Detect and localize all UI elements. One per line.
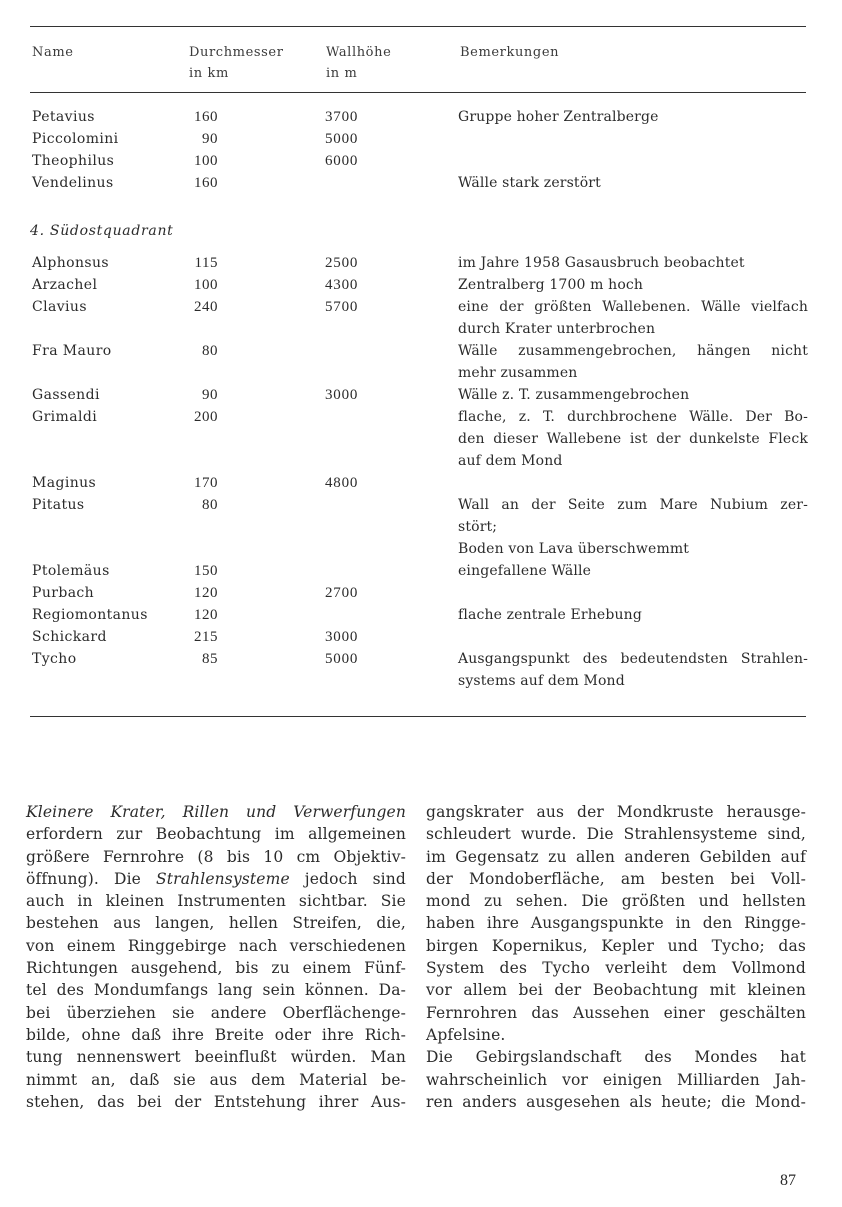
text-line	[26, 1002, 406, 1024]
crater-name: Clavius	[32, 299, 87, 315]
text-segment: bilde, ohne daß ihre Breite oder ihre Rich-	[26, 1025, 406, 1044]
text-segment: stehen, das bei der Entstehung ihrer Aus-	[26, 1092, 406, 1111]
crater-remarks	[458, 406, 808, 472]
crater-wall-height: 3000	[325, 629, 359, 645]
header-diameter-line1: Durchmesser	[189, 45, 284, 60]
remark-line: eingefallene Wälle	[458, 563, 592, 579]
crater-name: Grimaldi	[32, 409, 98, 425]
header-diameter-line2: in km	[189, 66, 229, 81]
text-segment: Fernrohren das Aussehen einer geschälten	[426, 1003, 806, 1022]
remark-line: Wall an der Seite zum Mare Nubium zer-	[458, 497, 808, 513]
crater-diameter: 215	[194, 629, 218, 645]
text-segment: tel des Mondumfangs lang sein können. Da-	[26, 981, 406, 1000]
text-segment: bestehen aus langen, hellen Streifen, die,	[26, 914, 406, 933]
text-line	[26, 801, 406, 823]
page-number: 87	[780, 1172, 796, 1189]
text-segment: ren anders ausgesehen als heute; die Mond-	[426, 1092, 806, 1111]
text-segment: im Gegensatz zu allen anderen Gebilden auf	[426, 847, 806, 866]
crater-diameter: 160	[194, 175, 218, 191]
text-line	[426, 1091, 806, 1113]
crater-name: Vendelinus	[32, 175, 114, 191]
crater-remarks	[458, 648, 808, 692]
text-segment: gangskrater aus der Mondkruste herausge-	[426, 803, 806, 821]
crater-name: Gassendi	[32, 387, 100, 403]
crater-name: Piccolomini	[32, 131, 119, 147]
text-line	[426, 890, 806, 912]
crater-name: Arzachel	[32, 277, 98, 293]
text-segment: mond zu sehen. Die größten und hellsten	[426, 892, 806, 911]
crater-diameter: 100	[194, 153, 218, 169]
remark-line: den dieser Wallebene ist der dunkelste Fleck	[458, 431, 808, 447]
crater-remarks	[458, 560, 808, 582]
remark-line: durch Krater unterbrochen	[458, 321, 656, 337]
remark-line: Ausgangspunkt des bedeutendsten Strahlen-	[458, 651, 808, 667]
remark-line: im Jahre 1958 Gasausbruch beobachtet	[458, 255, 745, 271]
crater-diameter: 80	[202, 497, 218, 513]
crater-name: Maginus	[32, 475, 97, 491]
text-line	[26, 1024, 406, 1046]
crater-diameter: 120	[194, 585, 218, 601]
text-segment: jedoch sind	[289, 869, 406, 888]
header-name: Name	[32, 45, 74, 60]
crater-diameter: 90	[202, 387, 218, 403]
body-text-right-column	[426, 801, 806, 1113]
remark-line: Zentralberg 1700 m hoch	[458, 277, 644, 293]
text-segment: erfordern zur Beobachtung im allgemeinen	[26, 825, 406, 844]
text-segment: öffnung). Die	[26, 869, 156, 888]
remark-line: Gruppe hoher Zentralberge	[458, 109, 659, 125]
text-segment: auch in kleinen Instrumenten sichtbar. Sie	[26, 892, 406, 911]
text-line	[426, 1046, 806, 1068]
text-segment: schleudert wurde. Die Strahlensysteme sind,	[426, 825, 806, 844]
remark-line: systems auf dem Mond	[458, 673, 625, 689]
crater-remarks	[458, 296, 808, 340]
text-line	[26, 1069, 406, 1091]
crater-name: Ptolemäus	[32, 563, 110, 579]
remark-line: Wälle zusammengebrochen, hängen nicht	[458, 343, 808, 359]
crater-name: Petavius	[32, 109, 95, 125]
remark-line: Wälle z. T. zusammengebrochen	[458, 387, 690, 403]
crater-wall-height: 3000	[325, 387, 359, 403]
crater-remarks	[458, 384, 808, 406]
text-segment: Apfelsine.	[426, 1025, 506, 1044]
header-wall-line1: Wallhöhe	[326, 45, 392, 60]
text-segment: größere Fernrohre (8 bis 10 cm Objektiv-	[26, 847, 406, 866]
text-segment: haben ihre Ausgangspunkte in den Ringge-	[426, 914, 806, 933]
text-line	[26, 868, 406, 890]
crater-wall-height: 6000	[325, 153, 359, 169]
text-line	[26, 979, 406, 1001]
crater-diameter: 170	[194, 475, 218, 491]
crater-wall-height: 5000	[325, 131, 359, 147]
text-segment: der Mondoberfläche, am besten bei Voll-	[426, 869, 806, 888]
crater-diameter: 100	[194, 277, 218, 293]
text-segment: Richtungen ausgehend, bis zu einem Fünf-	[26, 959, 406, 978]
remark-line: flache zentrale Erhebung	[458, 607, 642, 623]
text-line	[426, 957, 806, 979]
text-line	[426, 1024, 806, 1046]
text-line	[26, 957, 406, 979]
crater-remarks	[458, 252, 808, 274]
remark-line: mehr zusammen	[458, 365, 578, 381]
crater-name: Theophilus	[32, 153, 115, 169]
text-line	[26, 890, 406, 912]
table-bottom-rule	[30, 716, 806, 717]
text-line	[26, 1091, 406, 1113]
crater-diameter: 120	[194, 607, 218, 623]
crater-name: Pitatus	[32, 497, 85, 513]
crater-name: Fra Mauro	[32, 343, 112, 359]
text-segment: tung nennenswert beeinflußt würden. Man	[26, 1048, 406, 1067]
crater-diameter: 150	[194, 563, 218, 579]
crater-diameter: 240	[194, 299, 218, 315]
text-segment: wahrscheinlich vor einigen Milliarden Jah-	[426, 1070, 806, 1089]
text-line	[426, 912, 806, 934]
header-remarks: Bemerkungen	[460, 45, 560, 60]
remark-line: auf dem Mond	[458, 453, 563, 469]
text-line	[426, 1002, 806, 1024]
remark-line: stört;	[458, 519, 498, 535]
text-segment: Die Gebirgslandschaft des Mondes hat	[426, 1048, 806, 1067]
text-line	[426, 979, 806, 1001]
crater-diameter: 85	[202, 651, 218, 667]
text-line	[426, 868, 806, 890]
crater-wall-height: 5700	[325, 299, 359, 315]
crater-name: Schickard	[32, 629, 107, 645]
crater-diameter: 160	[194, 109, 218, 125]
remark-line: eine der größten Wallebenen. Wälle vielfach	[458, 299, 808, 315]
text-line	[26, 935, 406, 957]
body-text-left-column	[26, 801, 406, 1113]
text-line	[26, 912, 406, 934]
crater-remarks	[458, 604, 808, 626]
crater-wall-height: 3700	[325, 109, 359, 125]
crater-wall-height: 2500	[325, 255, 359, 271]
remark-line: Wälle stark zerstört	[458, 175, 601, 191]
text-segment: System des Tycho verleiht dem Vollmond	[426, 959, 806, 978]
crater-diameter: 200	[194, 409, 218, 425]
section-title: 4. Südostquadrant	[30, 223, 174, 239]
text-line	[426, 823, 806, 845]
text-line	[426, 935, 806, 957]
italic-term: Strahlensysteme	[156, 869, 290, 888]
crater-remarks	[458, 340, 808, 384]
italic-term: Kleinere Krater, Rillen und Verwerfungen	[26, 803, 406, 821]
text-line	[26, 846, 406, 868]
crater-remarks	[458, 106, 808, 128]
crater-name: Regiomontanus	[32, 607, 148, 623]
text-segment: bei überziehen sie andere Oberflächenge-	[26, 1003, 406, 1022]
crater-diameter: 90	[202, 131, 218, 147]
crater-wall-height: 4300	[325, 277, 359, 293]
crater-remarks	[458, 172, 808, 194]
text-segment: nimmt an, daß sie aus dem Material be-	[26, 1070, 406, 1089]
crater-name: Tycho	[32, 651, 77, 667]
header-wall-line2: in m	[326, 66, 358, 81]
crater-remarks	[458, 274, 808, 296]
crater-name: Purbach	[32, 585, 95, 601]
crater-diameter: 80	[202, 343, 218, 359]
crater-name: Alphonsus	[32, 255, 109, 271]
text-segment: vor allem bei der Beobachtung mit kleinen	[426, 981, 806, 1000]
crater-diameter: 115	[194, 255, 218, 271]
text-line	[26, 823, 406, 845]
crater-remarks	[458, 494, 808, 560]
text-line	[26, 1046, 406, 1068]
remark-line: Boden von Lava überschwemmt	[458, 541, 690, 557]
text-line	[426, 846, 806, 868]
text-segment: birgen Kopernikus, Kepler und Tycho; das	[426, 936, 806, 955]
crater-wall-height: 5000	[325, 651, 359, 667]
crater-wall-height: 2700	[325, 585, 359, 601]
text-line	[426, 1069, 806, 1091]
text-line	[426, 801, 806, 823]
text-segment: von einem Ringgebirge nach verschiedenen	[26, 936, 406, 955]
crater-wall-height: 4800	[325, 475, 359, 491]
remark-line: flache, z. T. durchbrochene Wälle. Der Bo-	[458, 409, 808, 425]
